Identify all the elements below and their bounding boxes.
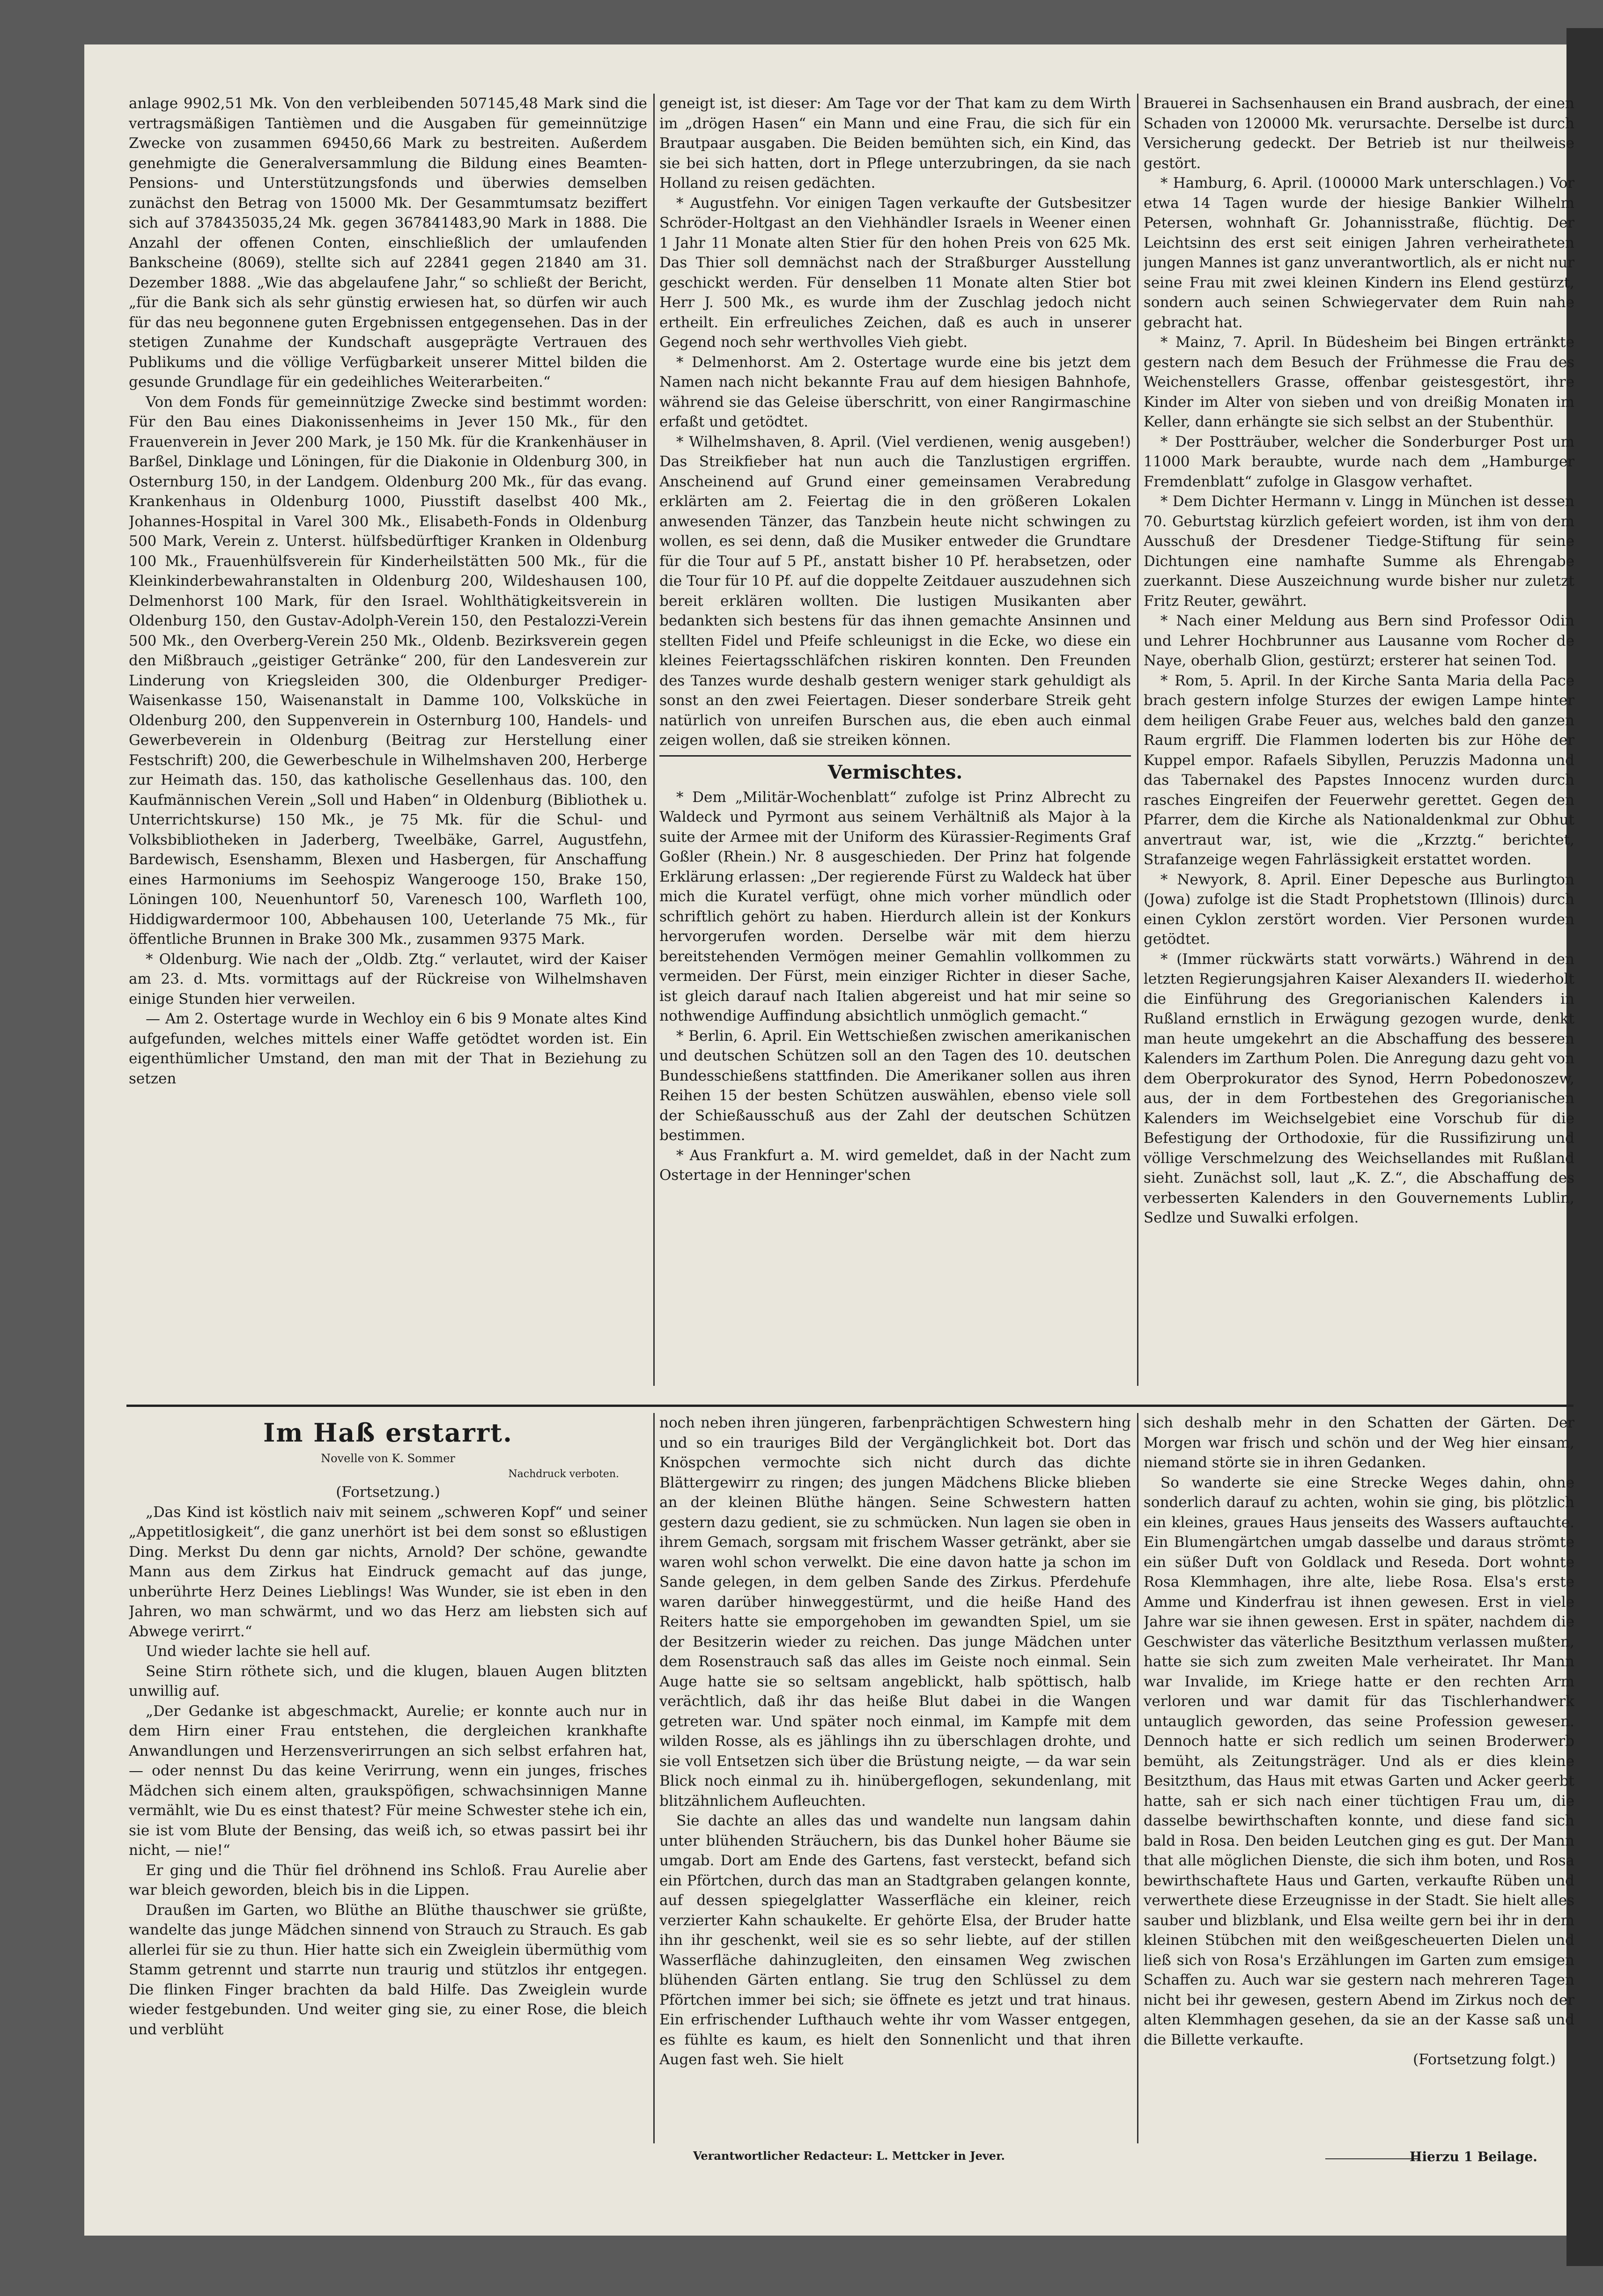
- novel-byline: Novelle von K. Sommer: [321, 1452, 455, 1465]
- to-be-continued: (Fortsetzung folgt.): [1413, 2051, 1556, 2068]
- article-paragraph: Von dem Fonds für gemeinnützige Zwecke sind bestimmt worden: Für den Bau eines Diakonissenheims in Jever 150 Mk., für den Frauenverein in Jever 200 Mark, je 150 Mk. für die Krankenhäuser in Barßel, Dinklage und Löningen, für die Diakonie in Oldenburg 300, in Osternburg 150, in der Landgem. Oldenburg 200 Mk., für das evang. Krankenhaus in Oldenburg 1000, Piusstift daselbst 400 Mk., Johannes-Hospital in Varel 300 Mk., Elisabeth-Fonds in Oldenburg 500 Mark, Verein z. Unterst. hülfsbedürftiger Kranken in Oldenburg 100 Mk., Frauenhülfsverein für Kinderheilstätten 500 Mk., für die Kleinkinderbewahranstalten in Oldenburg 200, Wildeshausen 100, Delmenhorst 100 Mark, für den Israel. Wohlthätigkeitsverein in Oldenburg 150, den Gustav-Adolph-Verein 150, den Pestalozzi-Verein 500 Mk., den Overberg-Verein 250 Mk., Oldenb. Bezirksverein gegen den Mißbrauch „geistiger Getränke“ 200, für den Landesverein zur Linderung von Kriegsleiden 300, die Oldenburger Prediger-Waisenkasse 150, Waisenanstalt in Damme 100, Volksküche in Oldenburg 200, den Suppenverein in Osternburg 100, Handels- und Gewerbeverein in Oldenburg (Beitrag zur Herstellung einer Festschrift) 200, die Gewerbeschule in Wilhelmshaven 200, Herberge zur Heimath das. 150, das katholische Gesellenhaus das. 100, den Kaufmännischen Verein „Soll und Haben“ in Oldenburg (Bibliothek u. Unterrichtskurse) 150 Mk., je 75 Mk. für die Schul- und Volksbibliotheken in Jaderberg, Tweelbäke, Garrel, Augustfehn, Bardewisch, Esenshamm, Blexen und Hasbergen, für Anschaffung eines Harmoniums im Seehospiz Wangerooge 150, Brake 150, Löningen 100, Neuenhuntorf 50, Varenesch 100, Warfleth 100, Hiddigwardermoor 100, Abbehausen 100, Ueterlande 75 Mk., für öffentliche Brunnen in Brake 300 Mk., zusammen 9375 Mark.: [129, 393, 647, 948]
- column-divider: [653, 1413, 655, 2143]
- column-divider: [653, 94, 655, 1386]
- novel-column-1: [129, 1413, 647, 2143]
- article-paragraph: * Rom, 5. April. In der Kirche Santa Maria della Pace brach gestern infolge Sturzes der ewigen Lampe hinter dem heiligen Grabe Feuer aus, welches bald den ganzen Raum ergriff. Die Flammen loderten bis zur Höhe der Kuppel empor. Rafaels Sibyllen, Peruzzis Madonna und das Tabernakel des Papstes Innocenz wurden durch rasches Eingreifen der Feuerwehr gerettet. Gegen den Pfarrer, dem die Kirche als Nationaldenkmal zur Obhut anvertraut war, ist, wie die „Krzztg.“ berichtet, Strafanzeige wegen Fahrlässigkeit erstattet worden.: [1144, 672, 1574, 868]
- top-column-1: [129, 94, 647, 1388]
- article-paragraph: * Newyork, 8. April. Einer Depesche aus Burlington (Jowa) zufolge ist die Stadt Prophetstown (Illinois) durch einen Cyklon zerstört worden. Vier Personen wurden getödtet.: [1144, 871, 1574, 948]
- column-divider: [1137, 94, 1138, 1386]
- article-paragraph: Brauerei in Sachsenhausen ein Brand ausbrach, der einen Schaden von 120000 Mk. verursachte. Derselbe ist durch Versicherung gedeckt. Der Betrieb ist nur theilweise gestört.: [1144, 95, 1574, 172]
- article-paragraph: anlage 9902,51 Mk. Von den verbleibenden 507145,48 Mark sind die vertragsmäßigen Tantièmen und die Ausgaben für gemeinnützige Zwecke von zusammen 69450,66 Mark zu bestreiten. Außerdem genehmigte die Generalversammlung die Bildung eines Beamten-Pensions- und Unterstützungsfonds und überwies demselben zunächst den Betrag von 15000 Mk. Der Gesammtumsatz beziffert sich auf 378435035,24 Mk. gegen 367841483,90 Mark in 1888. Die Anzahl der offenen Conten, einschließlich der umlaufenden Bankscheine (8069), stellte sich auf 22841 gegen 21840 am 31. Dezember 1888. „Wie das abgelaufene Jahr,“ so schließt der Bericht, „für die Bank sich als sehr günstig erwiesen hat, so dürfen wir auch für das neu begonnene guten Ergebnissen entgegensehen. Das in der stetigen Zunahme der Kundschaft ausgeprägte Vertrauen des Publikums und die völlige Verfügbarkeit unserer Mittel bilden die gesunde Grundlage für ein gedeihliches Weiterarbeiten.“: [129, 95, 647, 390]
- novel-title: Im Haß erstarrt.: [263, 1418, 513, 1448]
- novel-paragraph: Draußen im Garten, wo Blüthe an Blüthe thauschwer sie grüßte, wandelte das junge Mädchen sinnend von Strauch zu Strauch. Es gab allerlei für sie zu thun. Hier hatte sich ein Zweiglein übermüthig vom Stamm getrennt und starrte nun traurig und stützlos ihr entgegen. Die flinken Finger brachten da bald Hilfe. Das Zweiglein wurde wieder festgebunden. Und weiter ging sie, zu einer Rose, die bleich und verblüht: [129, 1901, 647, 2038]
- feuilleton-separator: [126, 1405, 1573, 1407]
- continuation-label: (Fortsetzung.): [336, 1484, 440, 1501]
- article-paragraph: * Mainz, 7. April. In Büdesheim bei Bingen ertränkte gestern nach dem Besuch der Frühmesse die Frau des Weichenstellers Grasse, offenbar geistesgestört, ihre Kinder im Alter von sieben und von dreißig Monaten im Keller, dann erhängte sie sich selbst an der Stubenthür.: [1144, 334, 1574, 430]
- article-paragraph: * Delmenhorst. Am 2. Ostertage wurde eine bis jetzt dem Namen nach nicht bekannte Frau auf dem hiesigen Bahnhofe, während sie das Geleise überschritt, von einer Rangirmaschine erfaßt und getödtet.: [659, 353, 1131, 430]
- article-paragraph: * Wilhelmshaven, 8. April. (Viel verdienen, wenig ausgeben!) Das Streikfieber hat nun auch die Tanzlustigen ergriffen. Anscheinend auf Grund einer gemeinsamen Verabredung erklärten am 2. Feiertag die in den größeren Lokalen anwesenden Tänzer, das Tanzbein heute nicht schwingen zu wollen, es sei denn, daß die Musiker entweder die Grundtare für die Tour auf 5 Pf., anstatt bisher 10 Pf. herabsetzen, oder die Tour für 10 Pf. auf die doppelte Zeitdauer auszudehnen sich bereit erklären wollten. Die lustigen Musikanten aber bedankten sich bestens für das ihnen gemachte Ansinnen und stellten Fidel und Pfeife schleunigst in die Ecke, wo diese ein kleines Feiertagsschläfchen riskiren konnten. Den Freunden des Tanzes wurde deshalb gestern weniger stark gehuldigt als sonst an den zwei Feiertagen. Dieser sonderbare Streik geht natürlich von unreifen Burschen aus, die eben auch einmal zeigen wollen, daß sie streiken können.: [659, 433, 1131, 749]
- novel-paragraph: sich deshalb mehr in den Schatten der Gärten. Der Morgen war frisch und schön und der Weg hier einsam, niemand störte sie in ihren Gedanken.: [1144, 1414, 1574, 1471]
- vermischtes-heading: Vermischtes.: [827, 761, 963, 783]
- novel-paragraph: So wanderte sie eine Strecke Weges dahin, ohne sonderlich darauf zu achten, wohin sie ging, bis plötzlich ein kleines, graues Haus jenseits des Wassers auftauchte. Ein Blumengärtchen umgab dasselbe und daraus strömte ein süßer Duft von Goldlack und Reseda. Dort wohnte Rosa Klemmhagen, ihre alte, liebe Rosa. Elsa's erste Amme und Kinderfrau ist ihnen gewesen. Erst in viele Jahre war sie ihnen gewesen. Erst in später, nachdem die Geschwister das väterliche Besitzthum verlassen mußten, hatte sie sich zum zweiten Male verheiratet. Ihr Mann war Invalide, im Kriege hatte er den rechten Arm verloren und war damit für das Tischlerhandwerk untauglich geworden, das seine Profession gewesen. Dennoch hatte er sich redlich um seinen Broderwerb bemüht, als Zeitungsträger. Und als er dies kleine Besitzthum, das Haus mit etwas Garten und Acker geerbt hatte, sah er sich nach einer tüchtigen Frau um, die dasselbe bewirthschaften konnte, und diese fand sich bald in Rosa. Den beiden Leutchen ging es gut. Der Mann that alle möglichen Dienste, die sich ihm boten, und Rosa bewirthschaftete Haus und Garten, verkaufte Rüben und verwerthete diese Erzeugnisse in der Stadt. Sie hielt alles sauber und blizblank, und Elsa weilte gern bei ihr in dem kleinen Stübchen mit den weißgescheuerten Dielen und ließ sich von Rosa's Erzählungen im Garten zum emsigen Schaffen zu. Auch war sie gestern nach mehreren Tagen nicht bei ihr gewesen, gestern Abend im Zirkus noch der alten Klemmhagen gesehen, da sie an der Kasse saß und die Billette verkaufte.: [1144, 1474, 1574, 2048]
- top-column-3: [1144, 94, 1574, 1388]
- novel-paragraph: Er ging und die Thür fiel dröhnend ins Schloß. Frau Aurelie aber war bleich geworden, bleich bis in die Lippen.: [129, 1862, 647, 1899]
- novel-paragraph: „Das Kind ist köstlich naiv mit seinem „schweren Kopf“ und seiner „Appetitlosigkeit“, die ganz unerhört ist bei dem sonst so eßlustigen Ding. Merkst Du denn gar nichts, Arnold? Der schöne, gewandte Mann aus dem Zirkus hat Eindruck gemacht auf das junge, unberührte Herz Deines Lieblings! Was Wunder, sie ist eben in den Jahren, wo man schwärmt, und wo das Herz am liebsten sich auf Abwege verirrt.“: [129, 1503, 647, 1640]
- article-paragraph: geneigt ist, ist dieser: Am Tage vor der That kam zu dem Wirth im „drögen Hasen“ ein Mann und eine Frau, die sich für ein Brautpaar ausgaben. Die Beiden bemühten sich, ein Kind, das sie bei sich hatten, dort in Pflege unterzubringen, da sie nach Holland zu reisen gedächten.: [659, 95, 1131, 191]
- article-paragraph: * Der Postträuber, welcher die Sonderburger Post um 11000 Mark beraubte, wurde nach dem „Hamburger Fremdenblatt“ zufolge in Glasgow verhaftet.: [1144, 433, 1574, 490]
- article-paragraph: * Hamburg, 6. April. (100000 Mark unterschlagen.) Vor etwa 14 Tagen wurde der hiesige Bankier Wilhelm Petersen, wohnhaft Gr. Johannisstraße, flüchtig. Der Leichtsinn des erst seit einigen Jahren verheiratheten jungen Mannes ist ganz unverantwortlich, als er nicht nur seine Frau mit zwei kleinen Kindern ins Elend gestürzt, sondern auch seinen Schwiegervater dem Ruin nahe gebracht hat.: [1144, 175, 1574, 331]
- article-paragraph: * Nach einer Meldung aus Bern sind Professor Odin und Lehrer Hochbrunner aus Lausanne vom Rocher de Naye, oberhalb Glion, gestürzt; ersterer hat seinen Tod.: [1144, 612, 1574, 669]
- supplement-note: Hierzu 1 Beilage.: [1410, 2149, 1537, 2164]
- article-paragraph: * (Immer rückwärts statt vorwärts.) Während in den letzten Regierungsjahren Kaiser Alexanders II. wiederholt die Einführung des Gregorianischen Kalenders in Rußland ernstlich in Erwägung gezogen wurde, denkt man heute umgekehrt an die Abschaffung des besseren Kalenders im Zarthum Polen. Die Anregung dazu geht von dem Oberprokurator des Synod, Herrn Pobedonoszew, aus, der in dem Fortbestehen des Gregorianischen Kalenders im Weichselgebiet eine Vorschub für die Befestigung der Orthodoxie, für die Russifizirung und völlige Verschmelzung des Weichsellandes mit Rußland sieht. Zunächst soll, laut „K. Z.“, die Abschaffung des verbesserten Kalenders in den Gouvernements Lublin, Sedlze und Suwalki erfolgen.: [1144, 950, 1574, 1226]
- novel-paragraph: „Der Gedanke ist abgeschmackt, Aurelie; er konnte auch nur in dem Hirn einer Frau entstehen, die dergleichen krankhafte Anwandlungen und Herzensverirrungen an sich selbst erfahren hat, — oder nennst Du das keine Verirrung, wenn ein junges, frisches Mädchen sich einem alten, graukspöfigen, schwachsinnigen Manne vermählt, wie Du es einst thatest? Für meine Schwester stehe ich ein, sie ist vom Blute der Bensing, das weiß ich, so etwas passirt bei ihr nicht, — nie!“: [129, 1702, 647, 1859]
- novel-paragraph: Sie dachte an alles das und wandelte nun langsam dahin unter blühenden Sträuchern, bis das Dunkel hoher Bäume sie umgab. Dort am Ende des Gartens, fast versteckt, befand sich ein Pförtchen, durch das man an Stadtgraben gelangen konnte, auf dessen spiegelglatter Wasserfläche ein kleiner, reich verzierter Kahn schaukelte. Er gehörte Elsa, der Bruder hatte ihn ihr geschenkt, weil sie es so sehr liebte, auf der stillen Wasserfläche dahinzugleiten, den einsamen Weg zwischen blühenden Gärten entlang. Sie trug den Schlüssel zu dem Pförtchen immer bei sich; sie öffnete es jetzt und trat hinaus. Ein erfrischender Lufthauch wehte ihr vom Wasser entgegen, es fühlte es kaum, es hielt den Sonnenlicht und that ihren Augen fast weh. Sie hielt: [659, 1812, 1131, 2068]
- novel-paragraph: Und wieder lachte sie hell auf.: [146, 1643, 371, 1660]
- novel-paragraph: Seine Stirn röthete sich, und die klugen, blauen Augen blitzten unwillig auf.: [129, 1663, 647, 1700]
- article-paragraph: * Dem „Militär-Wochenblatt“ zufolge ist Prinz Albrecht zu Waldeck und Pyrmont aus seinem Verhältniß als Major à la suite der Armee mit der Uniform des Kürassier-Regiments Graf Goßler (Rhein.) Nr. 8 ausgeschieden. Der Prinz hat folgende Erklärung erlassen: „Der regierende Fürst zu Waldeck hat über mich die Kuratel verfügt, ohne mich vorher mündlich oder schriftlich gehört zu haben. Hierdurch allein ist der Konkurs hervorgerufen worden. Derselbe wär mit dem hierzu bereitstehenden Vermögen meiner Gemahlin vollkommen zu vermeiden. Der Fürst, mein einziger Richter in dieser Sache, ist gleich darauf nach Italien abgereist und hat mir seine so nothwendige Auffindung absichtlich unmöglich gemacht.“: [659, 788, 1131, 1024]
- article-paragraph: — Am 2. Ostertage wurde in Wechloy ein 6 bis 9 Monate altes Kind aufgefunden, welches mittels einer Waffe getödtet worden ist. Ein eigenthümlicher Umstand, den man mit der That in Beziehung zu setzen: [129, 1010, 647, 1087]
- section-rule: [659, 755, 1131, 757]
- novel-column-2: [659, 1413, 1131, 2143]
- article-paragraph: * Augustfehn. Vor einigen Tagen verkaufte der Gutsbesitzer Schröder-Holtgast an den Viehhändler Israels in Weener einen 1 Jahr 11 Monate alten Stier für den hohen Preis von 625 Mk. Das Thier soll demnächst nach der Straßburger Ausstellung geschickt werden. Für denselben 11 Monate alten Stier bot Herr J. 500 Mk., es wurde ihm der Zuschlag jedoch nicht ertheilt. Ein erfreuliches Zeichen, daß es auch in unserer Gegend noch sehr werthvolles Vieh giebt.: [659, 194, 1131, 351]
- article-paragraph: * Dem Dichter Hermann v. Lingg in München ist dessen 70. Geburtstag kürzlich gefeiert worden, ist ihm von dem Ausschuß der Dresdener Tiedge-Stiftung für seine Dichtungen eine namhafte Summe als Ehrengabe zuerkannt. Diese Auszeichnung wurde bisher nur zuletzt Fritz Reuter, gewährt.: [1144, 493, 1574, 610]
- article-paragraph: * Aus Frankfurt a. M. wird gemeldet, daß in der Nacht zum Ostertage in der Henninger'schen: [659, 1147, 1131, 1184]
- article-paragraph: * Oldenburg. Wie nach der „Oldb. Ztg.“ verlautet, wird der Kaiser am 23. d. Mts. vormittags auf der Rückreise von Wilhelmshaven einige Stunden hier verweilen.: [129, 950, 647, 1008]
- novel-paragraph: noch neben ihren jüngeren, farbenprächtigen Schwestern hing und so ein trauriges Bild der Vergänglichkeit bot. Dort das Knöspchen vermochte sich nicht durch das dichte Blättergewirr zu ringen; des jungen Mädchens Blicke blieben an der kleinen Blüthe hängen. Seine Schwestern hatten gestern dazu gedient, sie zu schmücken. Nun lagen sie oben in ihrem Gemach, sorgsam mit frischem Wasser getränkt, aber sie waren wohl schon verwelkt. Die eine davon hatte ja schon im Sande gelegen, in dem gelben Sande des Zirkus. Pferdehufe waren darüber hinweggestürmt, und die heiße Hand des Reiters hatte sie emporgehoben im gewandten Spiel, um sie der Besitzerin wieder zu reichen. Das junge Mädchen unter dem Rosenstrauch saß das alles im Geiste noch einmal. Sein Auge hatte sie so seltsam angeblickt, halb spöttisch, halb verächtlich, daß ihr das heiße Blut dabei in die Wangen getreten war. Und später noch einmal, im Kampfe mit dem wilden Rosse, als es jählings ihn zu überschlagen drohte, und sie voll Entsetzen sich über die Brüstung neigte, — da war sein Blick noch einmal zu ih. hinübergeflogen, sekundenlang, mit blitzähnlichem Aufleuchten.: [659, 1414, 1131, 1810]
- column-divider: [1137, 1413, 1138, 2143]
- reprint-note: Nachdruck verboten.: [508, 1468, 619, 1480]
- article-paragraph: * Berlin, 6. April. Ein Wettschießen zwischen amerikanischen und deutschen Schützen soll an den Tagen des 10. deutschen Bundesschießens stattfinden. Die Amerikaner sollen aus ihren Reihen 15 der besten Schützen auswählen, ebenso viele soll der Schießausschuß aus der Zahl der deutschen Schützen bestimmen.: [659, 1027, 1131, 1144]
- editor-line: Verantwortlicher Redacteur: L. Mettcker in Jever.: [693, 2149, 1005, 2163]
- end-rule: [1325, 2158, 1419, 2159]
- novel-column-3: [1144, 1413, 1574, 2143]
- top-column-2: [659, 94, 1131, 1388]
